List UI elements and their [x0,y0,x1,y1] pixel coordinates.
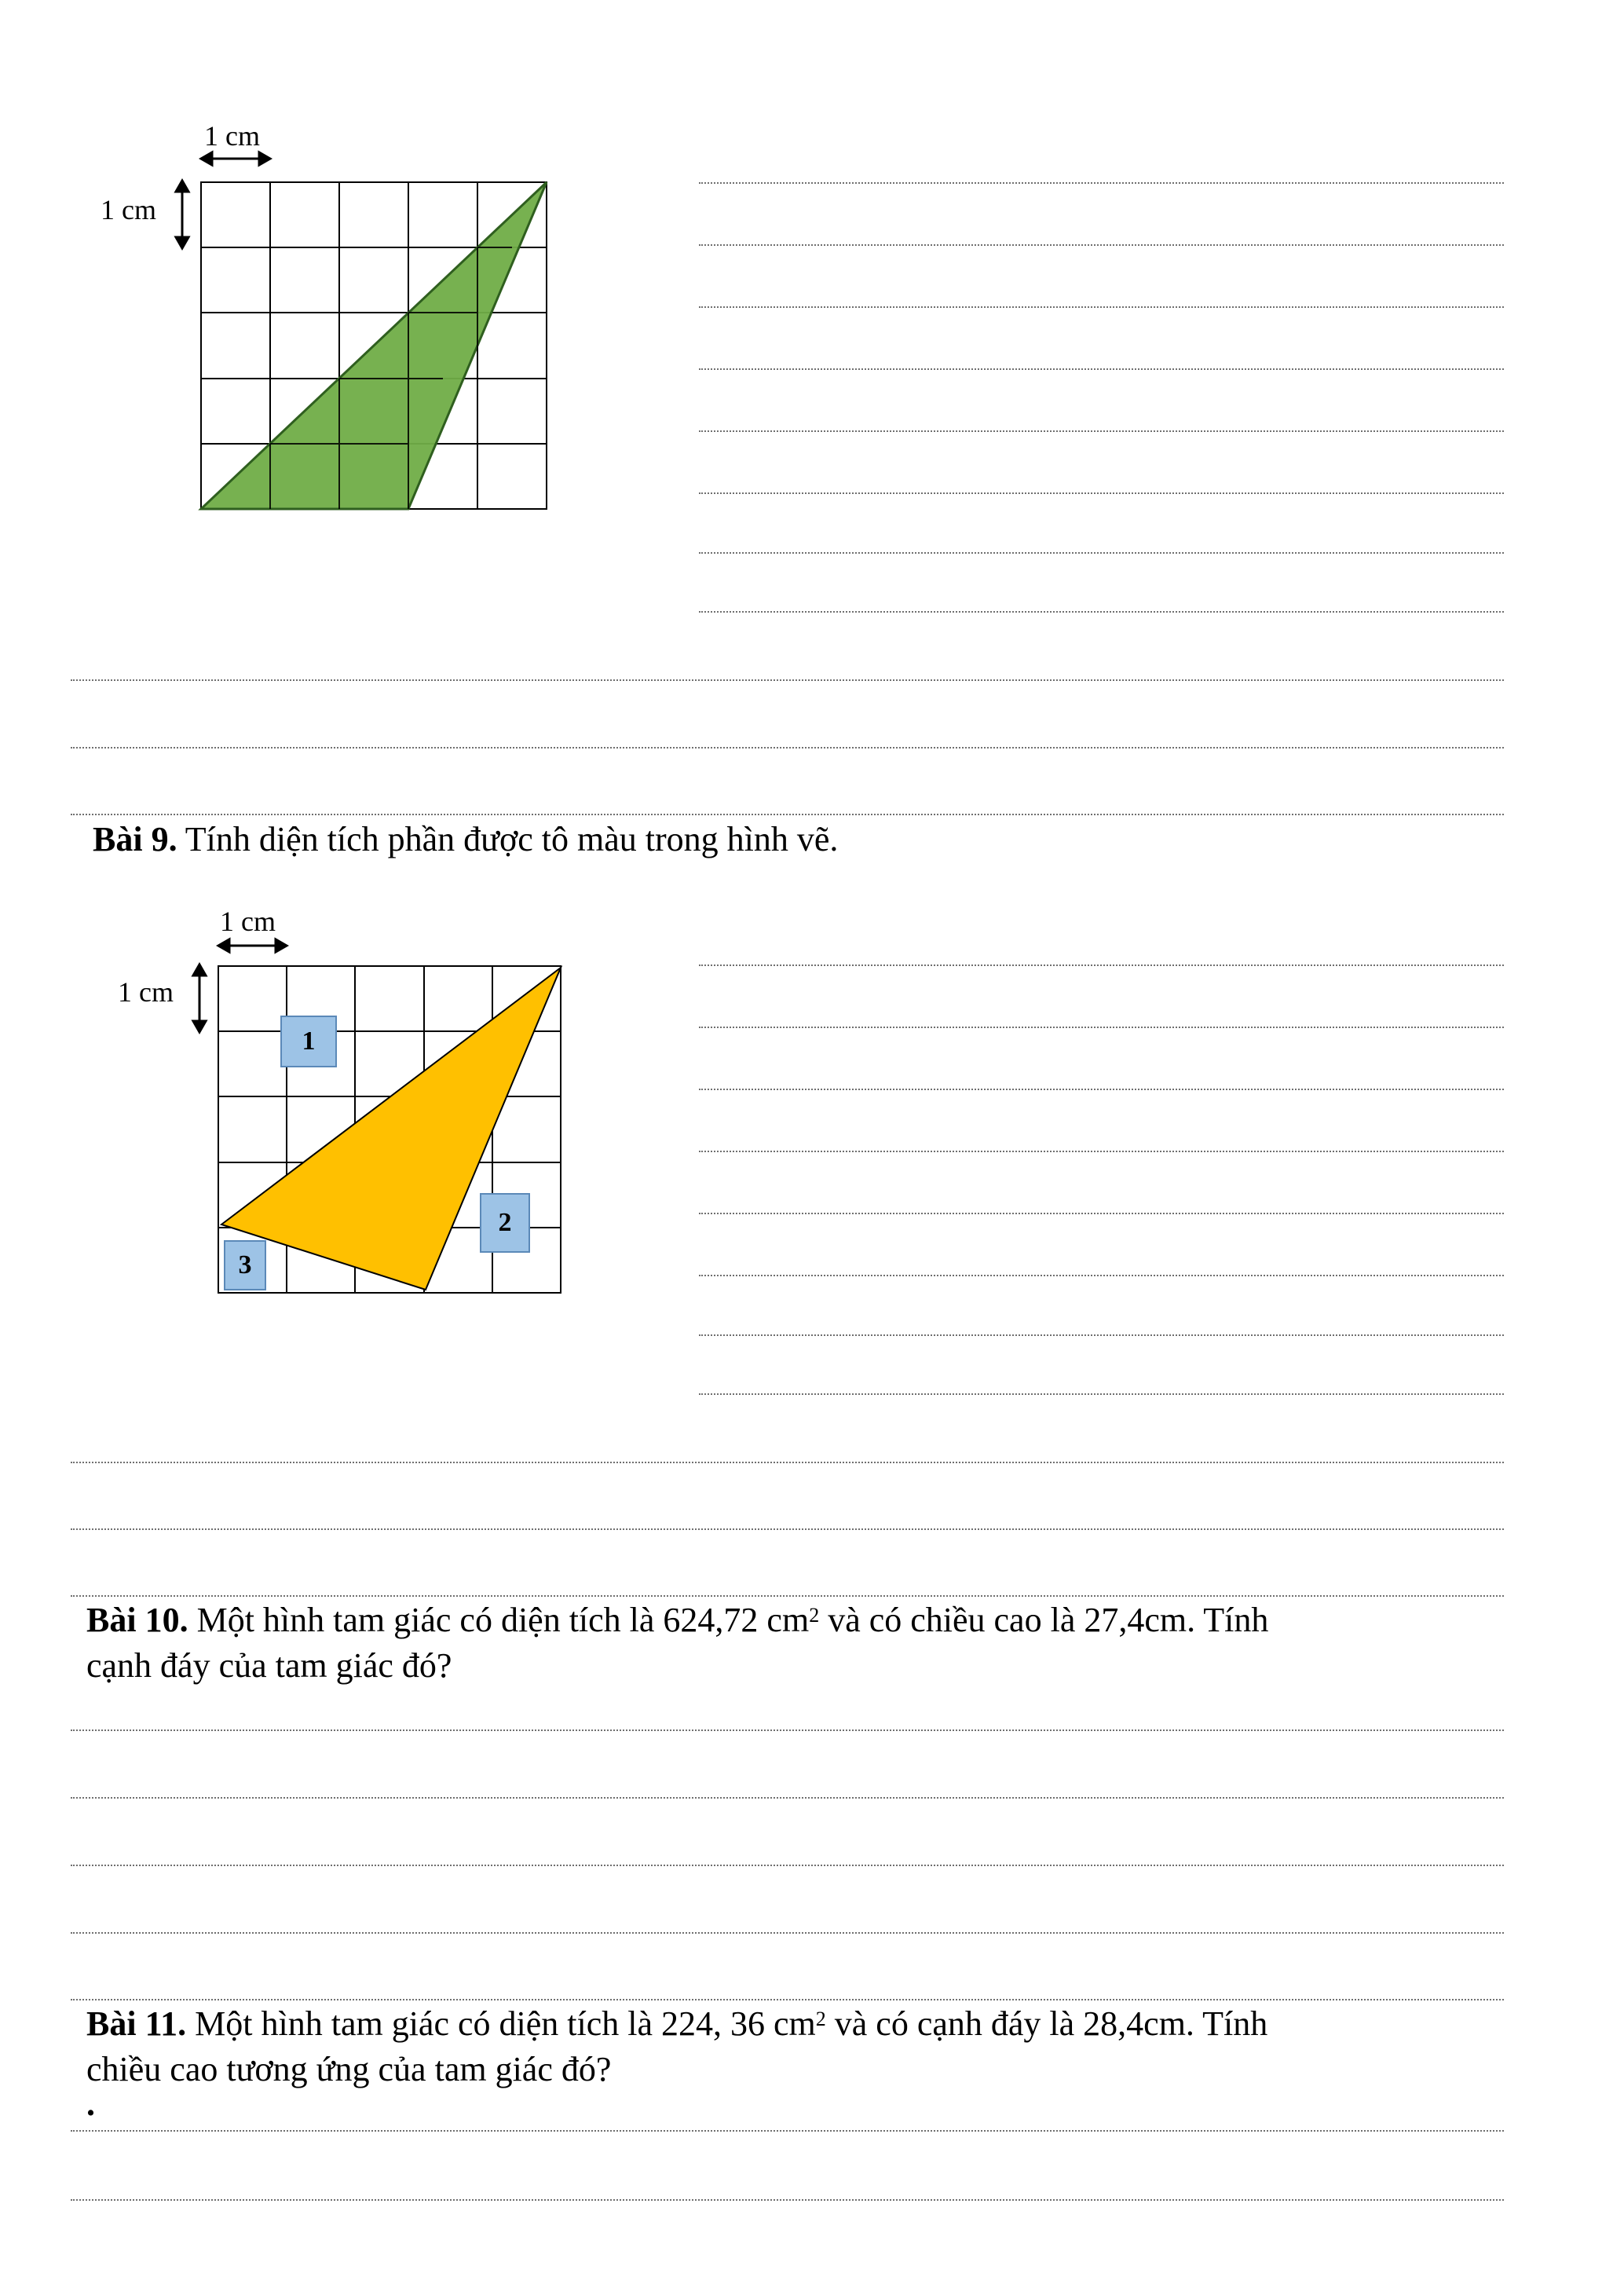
figure-1-svg [94,118,565,526]
exercise-9 [93,817,1490,862]
answer-line[interactable] [699,1213,1504,1214]
answer-line[interactable] [71,1797,1504,1799]
unit-label-horizontal: 1 cm [204,120,260,152]
unit-label-vertical: 1 cm [101,194,156,225]
answer-line[interactable] [71,1462,1504,1463]
answer-line[interactable] [699,1027,1504,1028]
unit-label-horizontal: 1 cm [220,906,276,937]
exercise-10-text-a: Một hình tam giác có diện tích là 624,72 cm [188,1601,810,1639]
region-label-3: 3 [238,1250,252,1279]
exercise-11-dot: . [86,2085,95,2123]
exercise-10-superscript: 2 [809,1604,820,1627]
horizontal-arrow-2 [218,939,287,952]
exercise-11-text-b: và có cạnh đáy là 28,4cm. Tính [825,2004,1268,2043]
answer-line[interactable] [699,430,1504,432]
answer-line[interactable] [71,1999,1504,2000]
answer-line[interactable] [71,2199,1504,2201]
answer-line[interactable] [699,611,1504,613]
answer-line[interactable] [699,492,1504,494]
answer-line[interactable] [699,182,1504,184]
answer-line[interactable] [71,1528,1504,1530]
region-label-1: 1 [302,1027,316,1056]
exercise-11-text-a: Một hình tam giác có diện tích là 224, 36 cm [186,2004,816,2043]
exercise-11-line-1 [86,2001,1500,2047]
exercise-9-label: Bài 9. [93,820,177,858]
region-label-2: 2 [498,1208,512,1237]
exercise-10-line-1 [86,1598,1500,1643]
answer-line[interactable] [71,814,1504,815]
vertical-arrow-2 [193,964,206,1032]
exercise-11-line-2: chiều cao tương ứng của tam giác đó? [86,2050,612,2088]
exercise-11-superscript: 2 [815,2008,826,2030]
exercise-10-line-2: cạnh đáy của tam giác đó? [86,1646,452,1685]
exercise-9-text: Tính diện tích phần được tô màu trong hình vẽ. [177,820,839,858]
horizontal-arrow-1 [201,152,270,165]
figure-1 [94,118,565,526]
answer-line[interactable] [699,964,1504,966]
exercise-10-text-b: và có chiều cao là 27,4cm. Tính [819,1601,1269,1639]
answer-line[interactable] [699,368,1504,370]
green-triangle [201,182,547,509]
answer-line[interactable] [71,1595,1504,1597]
answer-line[interactable] [71,1729,1504,1731]
answer-line[interactable] [699,306,1504,308]
figure-2 [110,903,581,1312]
answer-line[interactable] [699,1393,1504,1395]
answer-line[interactable] [71,1932,1504,1934]
answer-line[interactable] [71,679,1504,681]
answer-line[interactable] [699,1334,1504,1336]
answer-line[interactable] [699,1151,1504,1152]
unit-label-vertical: 1 cm [118,976,174,1008]
exercise-11 [86,2001,1500,2123]
vertical-arrow-1 [176,181,188,248]
answer-line[interactable] [699,1089,1504,1090]
answer-line[interactable] [699,244,1504,246]
exercise-10 [86,1598,1500,1689]
answer-line[interactable] [71,1865,1504,1866]
answer-line[interactable] [699,552,1504,554]
answer-line[interactable] [71,2130,1504,2132]
answer-line[interactable] [699,1275,1504,1276]
exercise-11-label: Bài 11. [86,2004,187,2043]
exercise-10-label: Bài 10. [86,1601,188,1639]
answer-line[interactable] [71,747,1504,749]
